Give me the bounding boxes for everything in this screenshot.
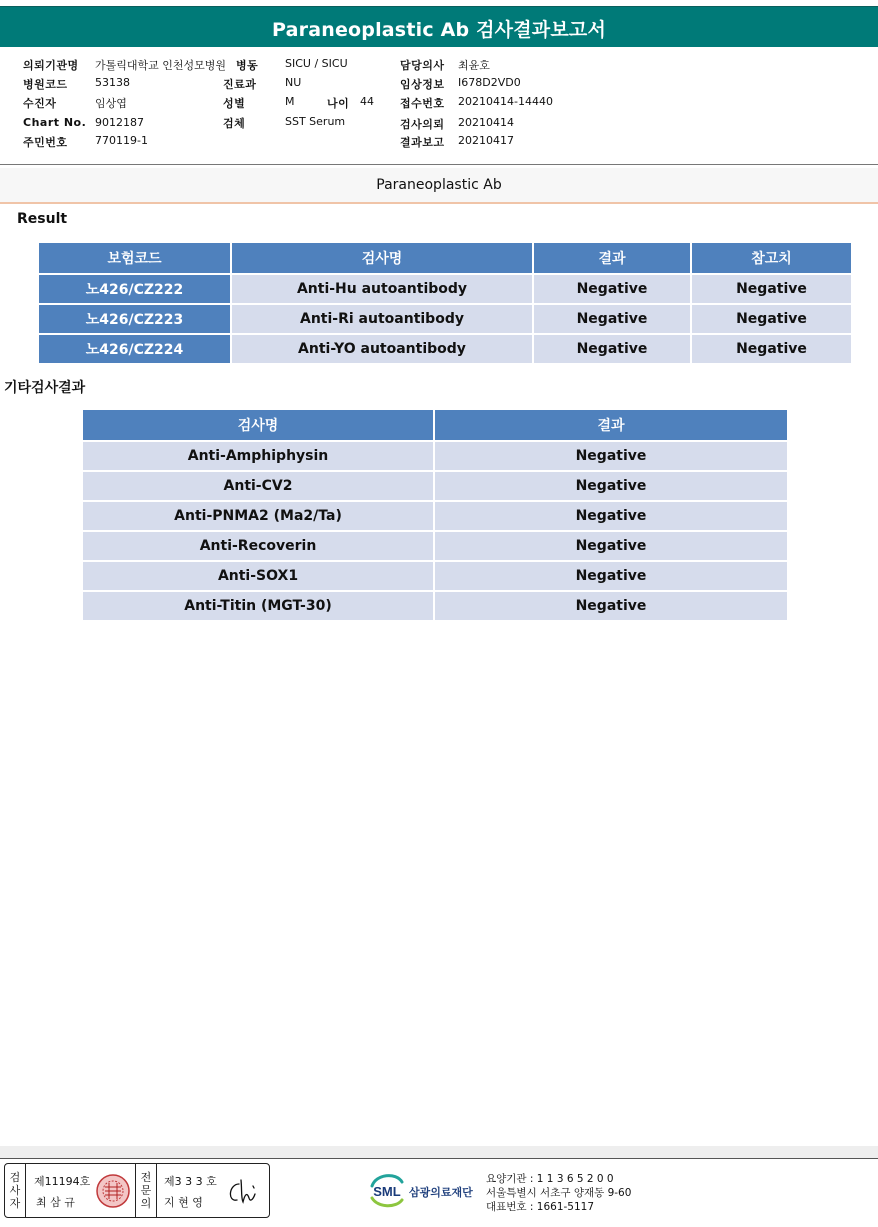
section-title: Paraneoplastic Ab [376, 177, 502, 193]
test-result: Negative [534, 305, 692, 335]
examiner-name: 최 삼 규 [36, 1196, 75, 1209]
test-name: Anti-Titin (MGT-30) [83, 592, 435, 622]
info-divider [0, 164, 878, 165]
institution-code: 요양기관 : 1 1 3 6 5 2 0 0 [486, 1173, 614, 1185]
examiner-license: 제11194호 [34, 1175, 91, 1188]
test-result: Negative [435, 592, 787, 622]
table-row [39, 335, 851, 365]
reference-value: Negative [692, 305, 851, 335]
table-row [83, 532, 787, 562]
table-row [83, 562, 787, 592]
specialist-license: 제3 3 3 호 [164, 1175, 217, 1188]
test-result: Negative [435, 562, 787, 592]
test-name: Anti-Recoverin [83, 532, 435, 562]
insurance-code: 노426/CZ223 [39, 305, 232, 335]
test-name: Anti-CV2 [83, 472, 435, 502]
header-result: 결과 [435, 410, 787, 442]
test-result: Negative [435, 532, 787, 562]
address: 서울특별시 서초구 양재동 9-60 [486, 1187, 632, 1199]
reference-value: Negative [692, 275, 851, 305]
test-result: Negative [534, 275, 692, 305]
insurance-code: 노426/CZ222 [39, 275, 232, 305]
table-row [39, 275, 851, 305]
test-name: Anti-PNMA2 (Ma2/Ta) [83, 502, 435, 532]
signature-box [4, 1163, 270, 1218]
header-test-name: 검사명 [83, 410, 435, 442]
test-name: Anti-YO autoantibody [232, 335, 534, 365]
header-reference: 참고치 [692, 243, 851, 275]
section-band [0, 168, 878, 202]
header-result: 결과 [534, 243, 692, 275]
reference-value: Negative [692, 335, 851, 365]
table-row [83, 472, 787, 502]
other-table-header [83, 410, 787, 442]
header-test-name: 검사명 [232, 243, 534, 275]
signature-icon [223, 1176, 263, 1208]
test-result: Negative [435, 472, 787, 502]
result-label: Result [17, 211, 68, 227]
header-insurance-code: 보험코드 [39, 243, 232, 275]
footer-divider [0, 1158, 878, 1159]
test-name: Anti-Ri autoantibody [232, 305, 534, 335]
test-name: Anti-Hu autoantibody [232, 275, 534, 305]
other-results-label: 기타검사결과 [4, 380, 86, 396]
specialist-name: 지 현 영 [164, 1196, 203, 1209]
phone-number: 대표번호 : 1661-5117 [486, 1201, 595, 1213]
report-title-bar [0, 6, 878, 47]
sml-logo-icon [366, 1170, 408, 1212]
test-result: Negative [534, 335, 692, 365]
result-table [39, 243, 851, 365]
insurance-code: 노426/CZ224 [39, 335, 232, 365]
table-row [83, 442, 787, 472]
section-underline [0, 202, 878, 204]
report-title: Paraneoplastic Ab 검사결과보고서 [271, 19, 606, 41]
test-name: Anti-Amphiphysin [83, 442, 435, 472]
table-row [83, 502, 787, 532]
test-result: Negative [435, 502, 787, 532]
specialist-label: 전 문 의 [136, 1164, 157, 1217]
test-name: Anti-SOX1 [83, 562, 435, 592]
other-results-table [83, 410, 787, 622]
examiner-seal-icon [95, 1173, 131, 1209]
result-table-header [39, 243, 851, 275]
test-result: Negative [435, 442, 787, 472]
logo-text: 삼광의료재단 [409, 1186, 473, 1199]
table-row [39, 305, 851, 335]
examiner-label: 검 사 자 [5, 1164, 26, 1217]
logo-mark: SML [373, 1184, 401, 1199]
footer-band [0, 1146, 878, 1158]
table-row [83, 592, 787, 622]
